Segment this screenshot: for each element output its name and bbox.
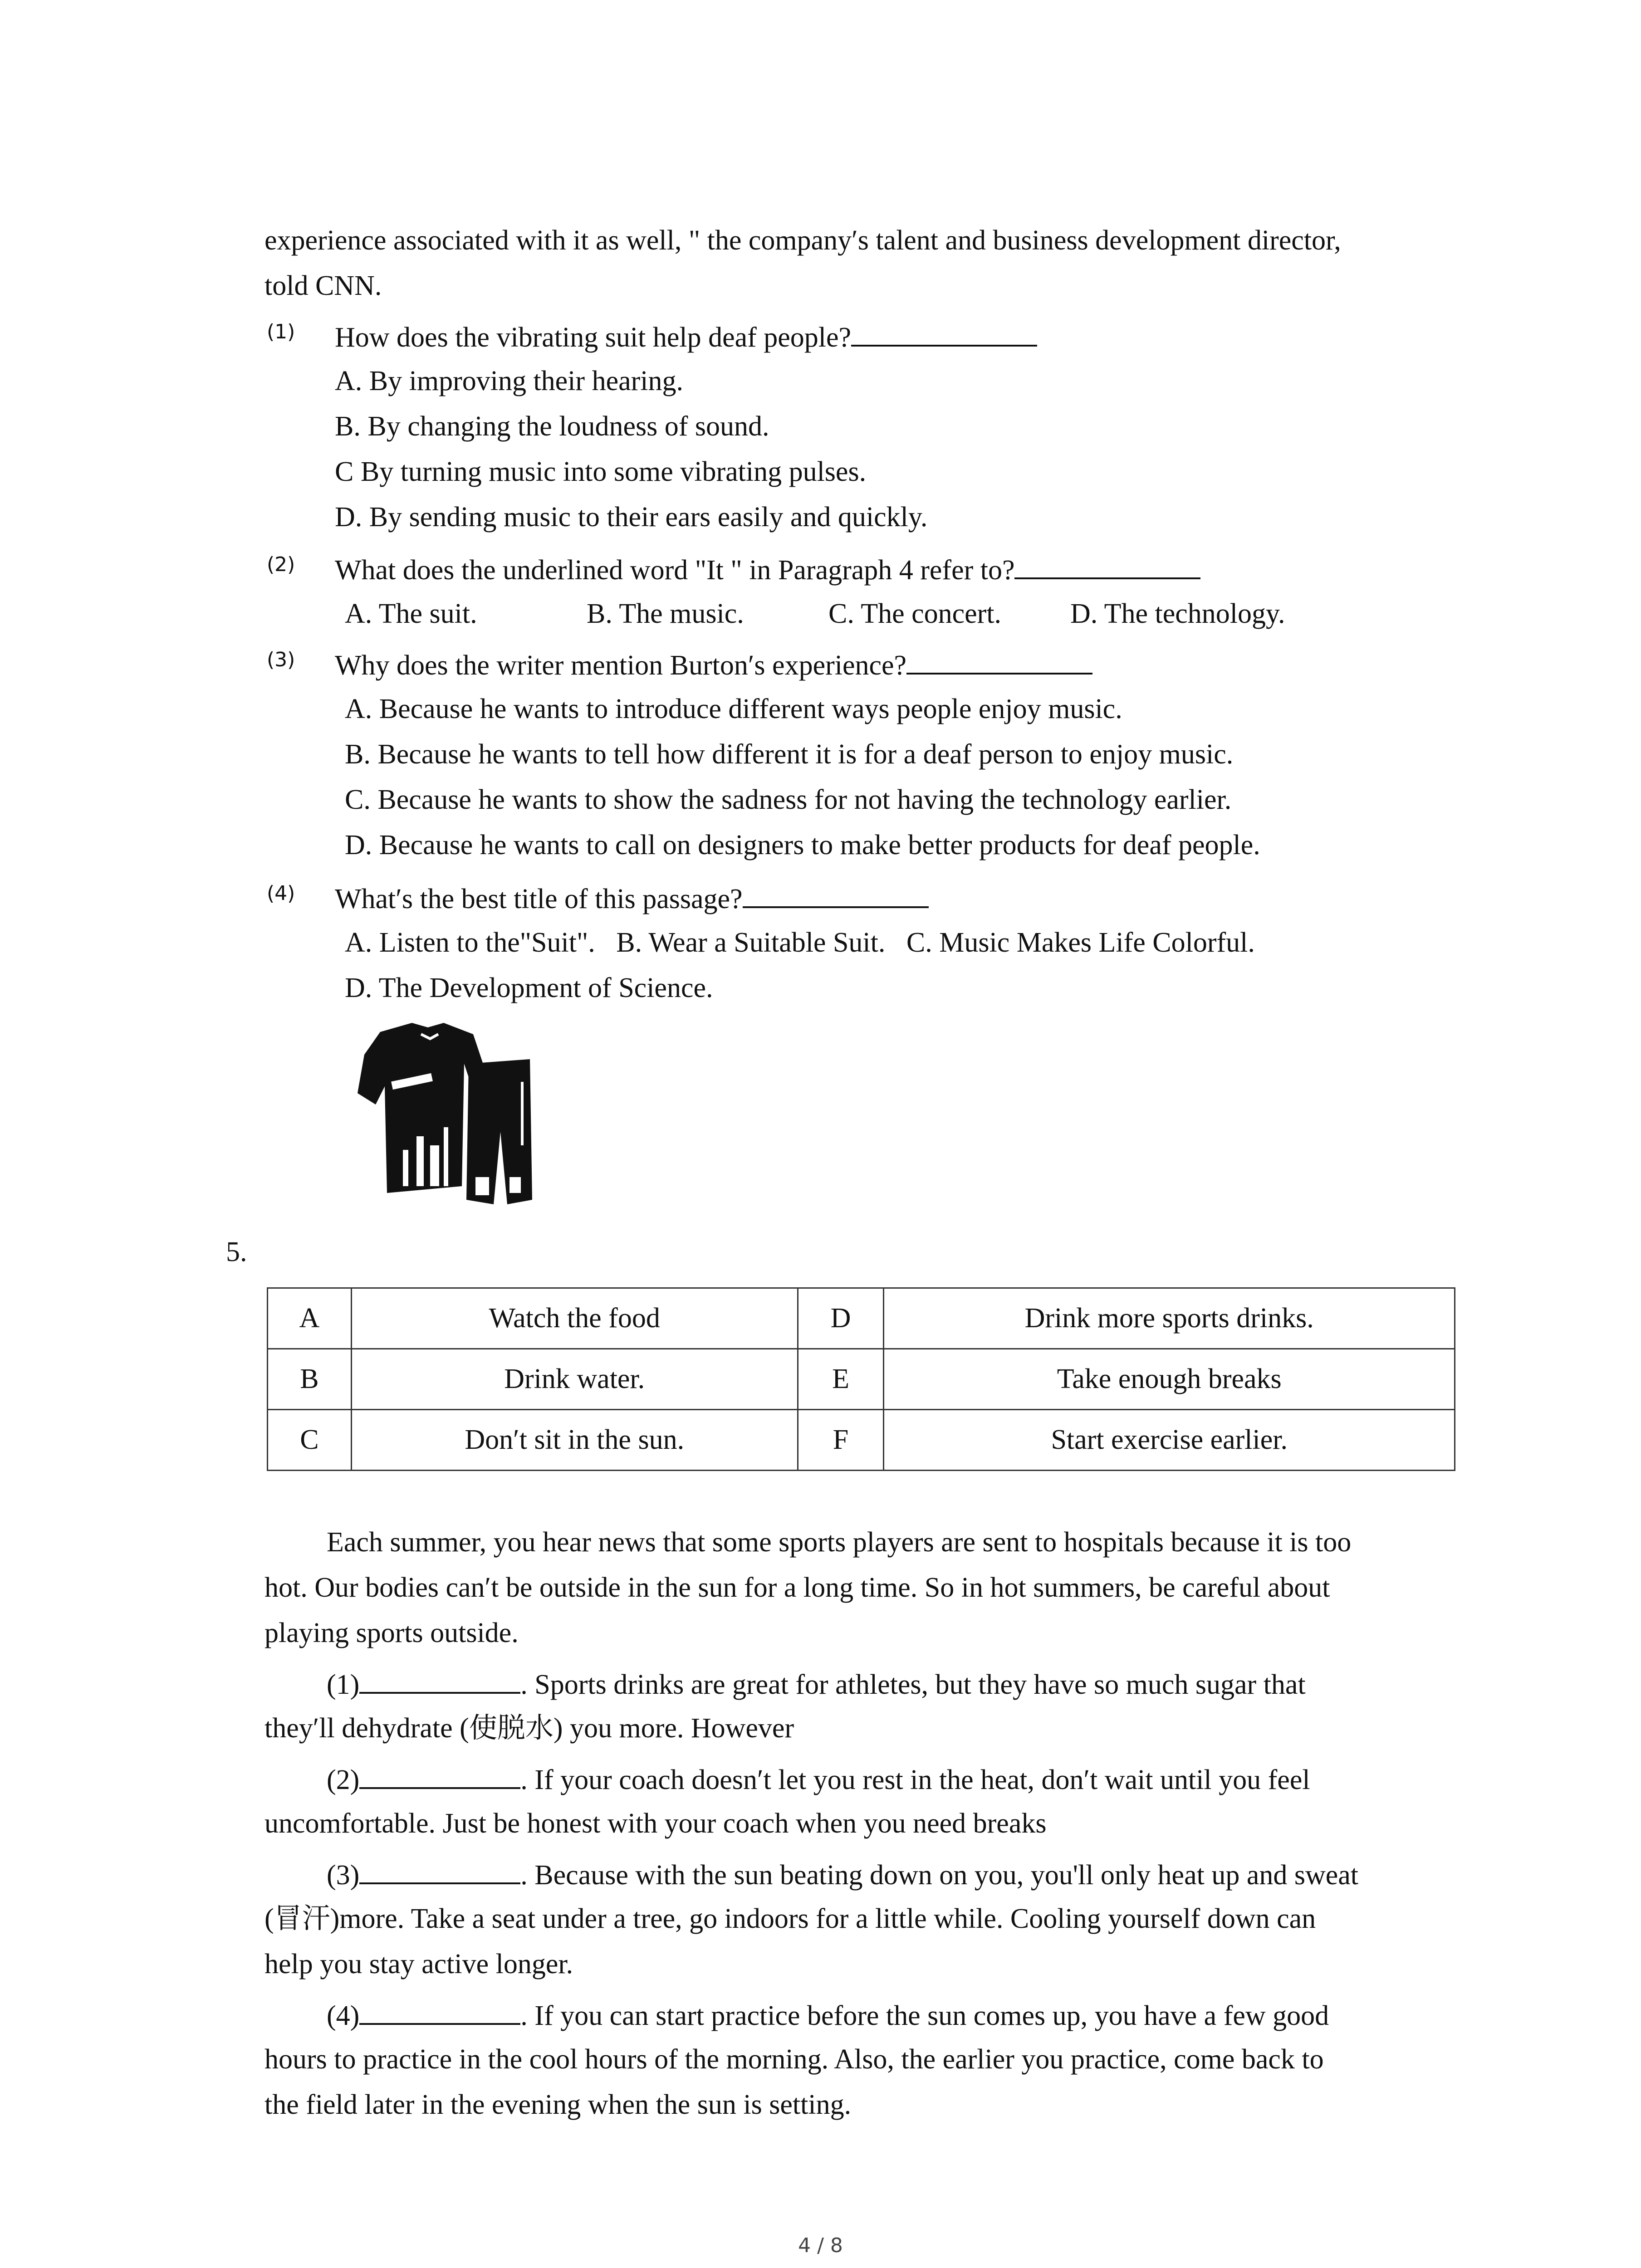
- intro-line: told CNN.: [265, 270, 382, 301]
- answer-blank[interactable]: [906, 645, 1092, 675]
- option: B. By changing the loudness of sound.: [335, 411, 769, 442]
- table-row: [268, 1349, 1455, 1410]
- answer-blank[interactable]: [359, 1996, 520, 2025]
- question-1-text: How does the vibrating suit help deaf people?: [335, 322, 852, 353]
- passage-line: [327, 1996, 1329, 2032]
- table-cell: Start exercise earlier.: [884, 1410, 1455, 1471]
- passage-line: hours to practice in the cool hours of the morning. Also, the earlier you practice, come back to: [265, 2044, 1324, 2075]
- table-cell: C: [268, 1410, 352, 1471]
- option: A. By improving their hearing.: [335, 366, 683, 396]
- question-number: (3): [267, 648, 295, 671]
- table-cell: Drink water.: [351, 1349, 798, 1410]
- blank-label: (2): [327, 1765, 360, 1795]
- page-number: 4 / 8: [798, 2234, 843, 2257]
- blank-label: (3): [327, 1860, 360, 1891]
- option: A. The suit.: [345, 598, 477, 629]
- passage-line: help you stay active longer.: [265, 1949, 573, 1980]
- option-b: B. Wear a Suitable Suit.: [616, 927, 886, 958]
- answer-blank[interactable]: [359, 1760, 520, 1789]
- option: D. The Development of Science.: [345, 973, 713, 1003]
- table-cell: Don′t sit in the sun.: [351, 1410, 798, 1471]
- passage-line: playing sports outside.: [265, 1618, 519, 1648]
- option: C. Because he wants to show the sadness for not having the technology earlier.: [345, 784, 1232, 815]
- option: B. Because he wants to tell how different it is for a deaf person to enjoy music.: [345, 739, 1234, 770]
- table-row: [268, 1410, 1455, 1471]
- table-cell: A: [268, 1288, 352, 1349]
- option: B. The music.: [587, 598, 744, 629]
- passage-line: Each summer, you hear news that some sports players are sent to hospitals because it is too: [327, 1527, 1352, 1558]
- option-c: C. Music Makes Life Colorful.: [906, 927, 1255, 958]
- table-cell: Drink more sports drinks.: [884, 1288, 1455, 1349]
- answer-blank[interactable]: [1014, 550, 1200, 579]
- question-text: [335, 879, 929, 915]
- passage-line: hot. Our bodies can′t be outside in the sun for a long time. So in hot summers, be careful about: [265, 1572, 1330, 1603]
- blank-label: (4): [327, 2000, 360, 2031]
- table-cell: B: [268, 1349, 352, 1410]
- question-2-text: What does the underlined word "It " in Paragraph 4 refer to?: [335, 555, 1015, 586]
- question-text: [335, 550, 1200, 587]
- options-table: [267, 1287, 1455, 1471]
- passage-line: uncomfortable. Just be honest with your coach when you need breaks: [265, 1808, 1047, 1839]
- passage-line: [327, 1760, 1310, 1796]
- answer-blank[interactable]: [359, 1665, 520, 1694]
- question-number: (1): [267, 320, 295, 343]
- option: D. The technology.: [1070, 598, 1285, 629]
- question-text: [335, 318, 1037, 354]
- blank-label: (1): [327, 1669, 360, 1700]
- option-a: A. Listen to the"Suit".: [345, 927, 595, 958]
- question-4-text: What′s the best title of this passage?: [335, 884, 743, 914]
- option: [345, 924, 1255, 961]
- passage-line: they′ll dehydrate (使脱水) you more. However: [265, 1713, 794, 1744]
- passage-line: [327, 1855, 1358, 1892]
- passage-text: . If you can start practice before the sun comes up, you have a few good: [520, 2000, 1329, 2031]
- answer-blank[interactable]: [359, 1855, 520, 1884]
- intro-line: experience associated with it as well, " the company′s talent and business development director,: [265, 225, 1341, 256]
- passage-text: . Because with the sun beating down on you, you'll only heat up and sweat: [520, 1860, 1359, 1891]
- passage-line: [327, 1665, 1306, 1701]
- question-text: [335, 645, 1092, 682]
- question-number: (2): [267, 553, 295, 576]
- cycling-suit-image: [348, 1014, 539, 1218]
- table-cell: Take enough breaks: [884, 1349, 1455, 1410]
- option: D. Because he wants to call on designers to make better products for deaf people.: [345, 830, 1260, 860]
- table-cell: F: [798, 1410, 884, 1471]
- passage-text: . If your coach doesn′t let you rest in the heat, don′t wait until you feel: [520, 1765, 1310, 1795]
- passage-line: (冒汗)more. Take a seat under a tree, go indoors for a little while. Cooling yourself down can: [265, 1903, 1316, 1934]
- answer-blank[interactable]: [743, 879, 929, 908]
- question-3-text: Why does the writer mention Burton′s experience?: [335, 650, 907, 681]
- question-number: (4): [267, 882, 295, 905]
- table-row: [268, 1288, 1455, 1349]
- option: C By turning music into some vibrating pulses.: [335, 456, 867, 487]
- option: A. Because he wants to introduce different ways people enjoy music.: [345, 694, 1122, 724]
- table-cell: E: [798, 1349, 884, 1410]
- answer-blank[interactable]: [851, 318, 1037, 347]
- table-cell: D: [798, 1288, 884, 1349]
- passage-text: . Sports drinks are great for athletes, but they have so much sugar that: [520, 1669, 1306, 1700]
- table-cell: Watch the food: [351, 1288, 798, 1349]
- passage-line: the field later in the evening when the sun is setting.: [265, 2089, 852, 2120]
- option: C. The concert.: [828, 598, 1002, 629]
- option: D. By sending music to their ears easily and quickly.: [335, 502, 928, 533]
- item-number: 5.: [226, 1237, 247, 1267]
